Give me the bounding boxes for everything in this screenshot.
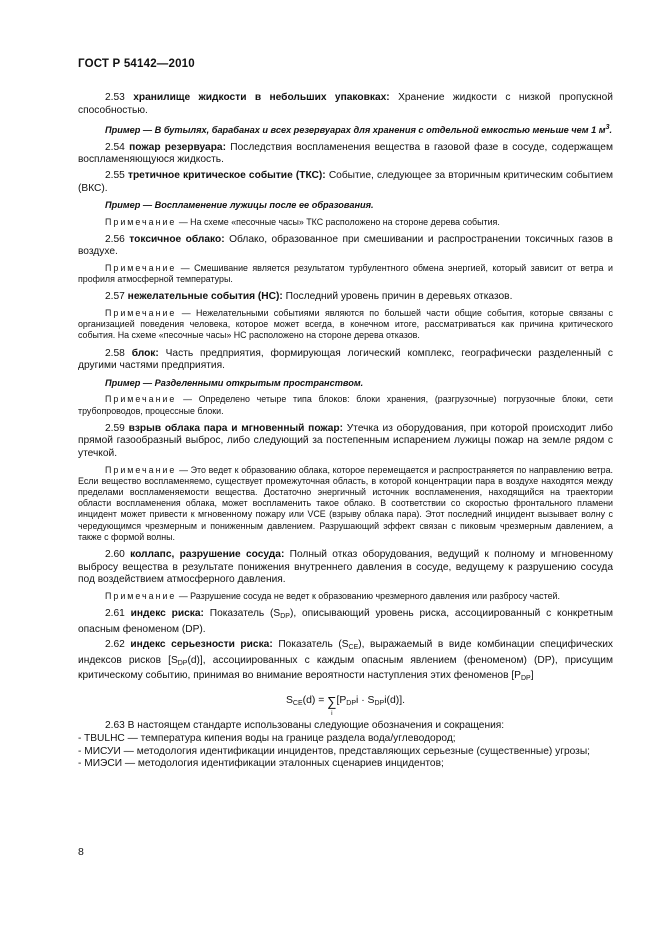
term-2-58: 2.58 блок: Часть предприятия, формирующая логический комплекс, географически разделенный с другими частями предприятия. xyxy=(78,347,613,372)
term-2-53: 2.53 хранилище жидкости в небольших упаковках: Хранение жидкости с низкой пропускной способностью. xyxy=(78,92,613,116)
term-2-61: 2.61 индекс риска: Показатель $(S_{DP})$, описывающий уровень риска, ассоциированный с конкретным опасным феноменом (DP). xyxy=(78,607,613,635)
document-header: ГОСТ Р 54142—2010 xyxy=(78,58,195,70)
term-2-55: 2.55 третичное критическое событие (ТКС): Событие, следующее за вторичным критическим событием (ВКС). xyxy=(78,169,613,194)
summation-symbol: ∑ i xyxy=(327,693,337,717)
term-2-59: 2.59 взрыв облака пара и мгновенный пожар: Утечка из оборудования, при которой происходит либо прямой газообразный выброс, либо следующий за постепенным испарением лужицы пожар на земле рядом с утечкой. xyxy=(78,422,613,459)
example-2-55: Пример — Воспламенение лужицы после ее образования. xyxy=(105,200,374,211)
risk-severity-formula: $S_{CE}(d)$ = ∑ i $[P_{DP}i \cdot S_{DP}i(d)]$. xyxy=(285,693,406,717)
document-body xyxy=(78,92,613,771)
note-2-55: Примечание — На схеме «песочные часы» ТКС расположено на стороне дерева события. xyxy=(105,216,500,227)
note-2-57: Примечание — Нежелательными событиями являются по большей части общие события, которые связаны с организацией поведения человека, которое может всегда, в конечном итоге, рассматриваться как причина критического события. На схеме «песочные часы» НС расположено на стороне дерева отказов. xyxy=(78,308,613,341)
term-title: хранилище жидкости в небольших упаковках: xyxy=(133,92,390,103)
note-2-58: Примечание — Определено четыре типа блоков: блоки хранения, (разгрузочные) погрузочные блоки, сети трубопроводов, процессные блоки. xyxy=(78,394,614,416)
term-2-57: 2.57 нежелательные события (НС): Последний уровень причин в деревьях отказов. xyxy=(105,291,513,303)
term-title: блок: xyxy=(131,347,159,359)
term-title: коллапс, разрушение сосуда: xyxy=(130,548,285,560)
term-2-56: 2.56 токсичное облако: Облако, образованное при смешивании и распространении токсичных газов в воздухе. xyxy=(78,233,613,258)
term-title: индекс риска: xyxy=(130,607,204,619)
note-2-56: Примечание — Смешивание является результатом турбулентного обмена энергией, который зависит от ветра и профиля атмосферной температуры. xyxy=(78,263,613,285)
list-item: - МИСУИ — методология идентификации инцидентов, представляющих серьезные (существенные) угрозы; xyxy=(78,745,590,757)
example-2-53: Пример — В бутылях, барабанах и всех резервуарах для хранения с отдельной емкостью меньше чем 1 $м^3$. xyxy=(105,124,613,136)
term-title: взрыв облака пара и мгновенный пожар: xyxy=(128,422,344,434)
note-2-60: Примечание — Разрушение сосуда не ведет к образованию чрезмерного давления или разбросу частей. xyxy=(105,590,560,601)
term-title: третичное критическое событие (ТКС): xyxy=(127,169,326,181)
term-2-60: 2.60 коллапс, разрушение сосуда: Полный отказ оборудования, ведущий к полному и мгновенному выбросу вещества в результате понижения внутреннего давления в сосуде, ведущему к разрушению сосуда под воздействием атмосферного давления. xyxy=(78,548,613,586)
list-item: - МИЭСИ — методология идентификации эталонных сценариев инцидентов; xyxy=(78,758,444,770)
term-title: токсичное облако: xyxy=(129,233,225,245)
list-item: - TBULHC — температура кипения воды на границе раздела вода/углеводород; xyxy=(78,733,456,745)
term-2-54: 2.54 пожар резервуара: Последствия воспламенения вещества в газовой фазе в сосуде, содержащем воспламеняющуюся жидкость. xyxy=(78,141,613,166)
term-title: пожар резервуара: xyxy=(129,141,226,153)
term-2-63: 2.63 В настоящем стандарте использованы следующие обозначения и сокращения: xyxy=(105,720,505,732)
page-number: 8 xyxy=(78,846,84,858)
term-title: индекс серьезности риска: xyxy=(130,639,273,651)
example-2-58: Пример — Разделенными открытым пространством. xyxy=(105,377,364,388)
term-2-62: 2.62 индекс серьезности риска: Показатель $(S_{CE})$, выражаемый в виде комбинации специфических индексов рисков $[S_{DP}(d)]$, ассоциированных с каждым опасным явлением (феноменом) (DP), присущим критическому событию, принимая во внимание вероятности наступления этих феноменов $[P_{DP}]$ xyxy=(78,639,614,683)
term-title: нежелательные события (НС): xyxy=(127,291,283,303)
note-2-59: Примечание — Это ведет к образованию облака, которое перемещается и распространяется по направлению ветра. Если вещество воспламеняемо, существует промежуточная область, в которой концентрации пара в воздухе находятся между пределами воспламеняемости вещества. Достаточно энергичный источник воспламенения, находящийся на траектории области воспламенения облака, может воспламенить такое облако. В соответствии со скоростью фронтального пламени инцидент может привести к мгновенному пожару или VCE (взрыву облака пара). Этот последний инцидент вызывает волну с чередующимся чрезмерным и пониженным давлением. Разрушающий эффект связан с пиковым чрезмерным давлением, а также с формой волны. xyxy=(78,464,613,542)
